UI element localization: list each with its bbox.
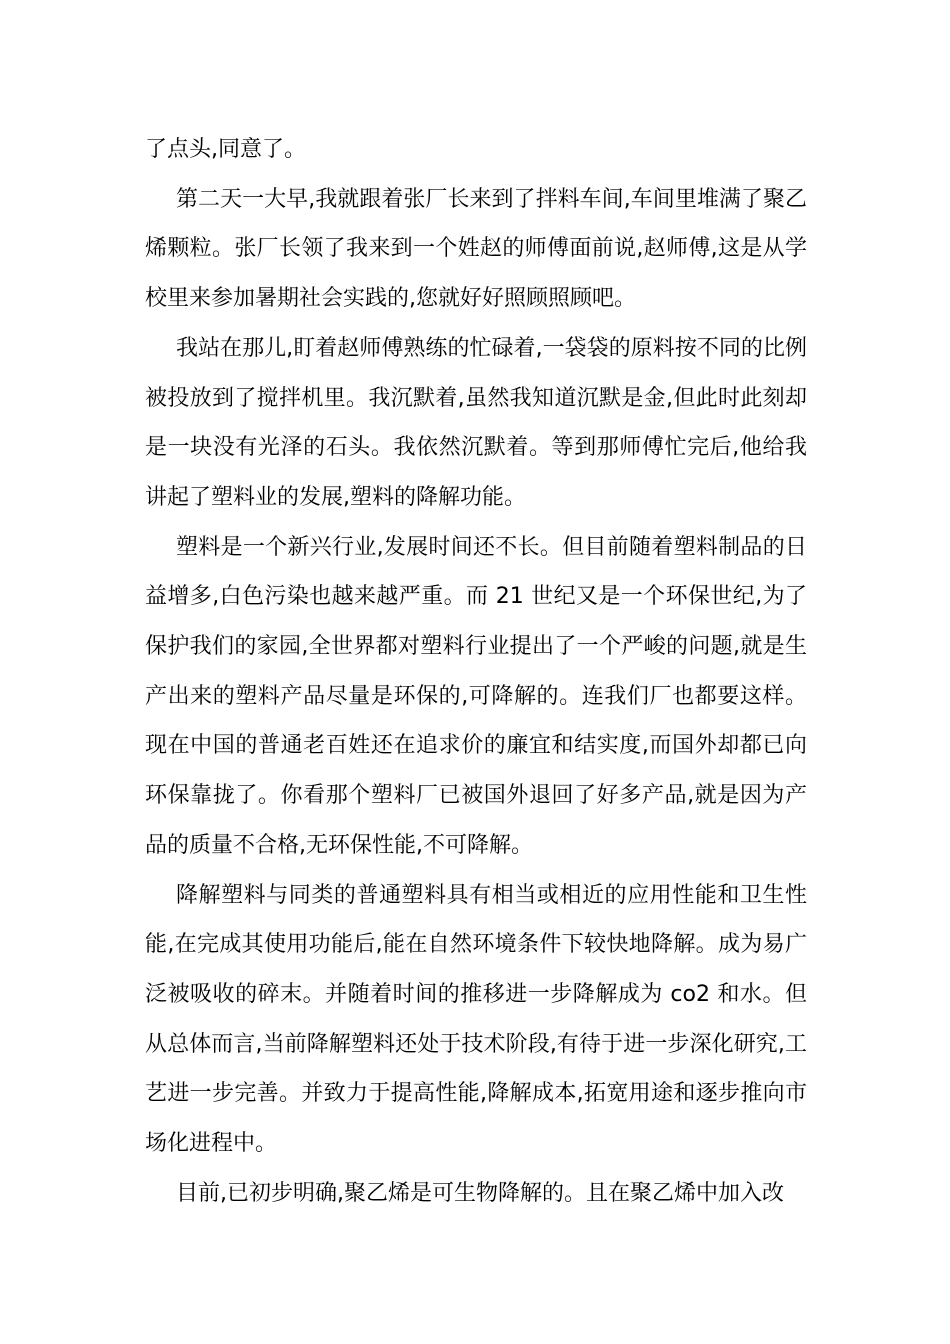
paragraph: 降解塑料与同类的普通塑料具有相当或相近的应用性能和卫生性能,在完成其使用功能后,能在自然环境条件下较快地降解。成为易广泛被吸收的碎末。并随着时间的推移进一步降解成为 co2 和水。但从总体而言,当前降解塑料还处于技术阶段,有待于进一步深化研究,工艺进一步完善。并致力于提高性能,降解成本,拓宽用途和逐步推向市场化进程中。: [145, 882, 807, 1157]
paragraph: 第二天一大早,我就跟着张厂长来到了拌料车间,车间里堆满了聚乙烯颗粒。张厂长领了我来到一个姓赵的师傅面前说,赵师傅,这是从学校里来参加暑期社会实践的,您就好好照顾照顾吧。: [145, 186, 807, 312]
paragraph: 塑料是一个新兴行业,发展时间还不长。但目前随着塑料制品的日益增多,白色污染也越来越严重。而 21 世纪又是一个环保世纪,为了保护我们的家园,全世界都对塑料行业提出了一个严峻的问题,就是生产出来的塑料产品尽量是环保的,可降解的。连我们厂也都要这样。现在中国的普通老百姓还在追求价的廉宜和结实度,而国外却都已向环保靠拢了。你看那个塑料厂已被国外退回了好多产品,就是因为产品的质量不合格,无环保性能,不可降解。: [145, 534, 807, 858]
paragraph: 我站在那儿,盯着赵师傅熟练的忙碌着,一袋袋的原料按不同的比例被投放到了搅拌机里。我沉默着,虽然我知道沉默是金,但此时此刻却是一块没有光泽的石头。我依然沉默着。等到那师傅忙完后,他给我讲起了塑料业的发展,塑料的降解功能。: [145, 335, 807, 510]
paragraph-continuation: 了点头,同意了。: [145, 137, 306, 162]
paragraph: 目前,已初步明确,聚乙烯是可生物降解的。且在聚乙烯中加入改: [176, 1180, 784, 1206]
document-body: [145, 125, 807, 1218]
